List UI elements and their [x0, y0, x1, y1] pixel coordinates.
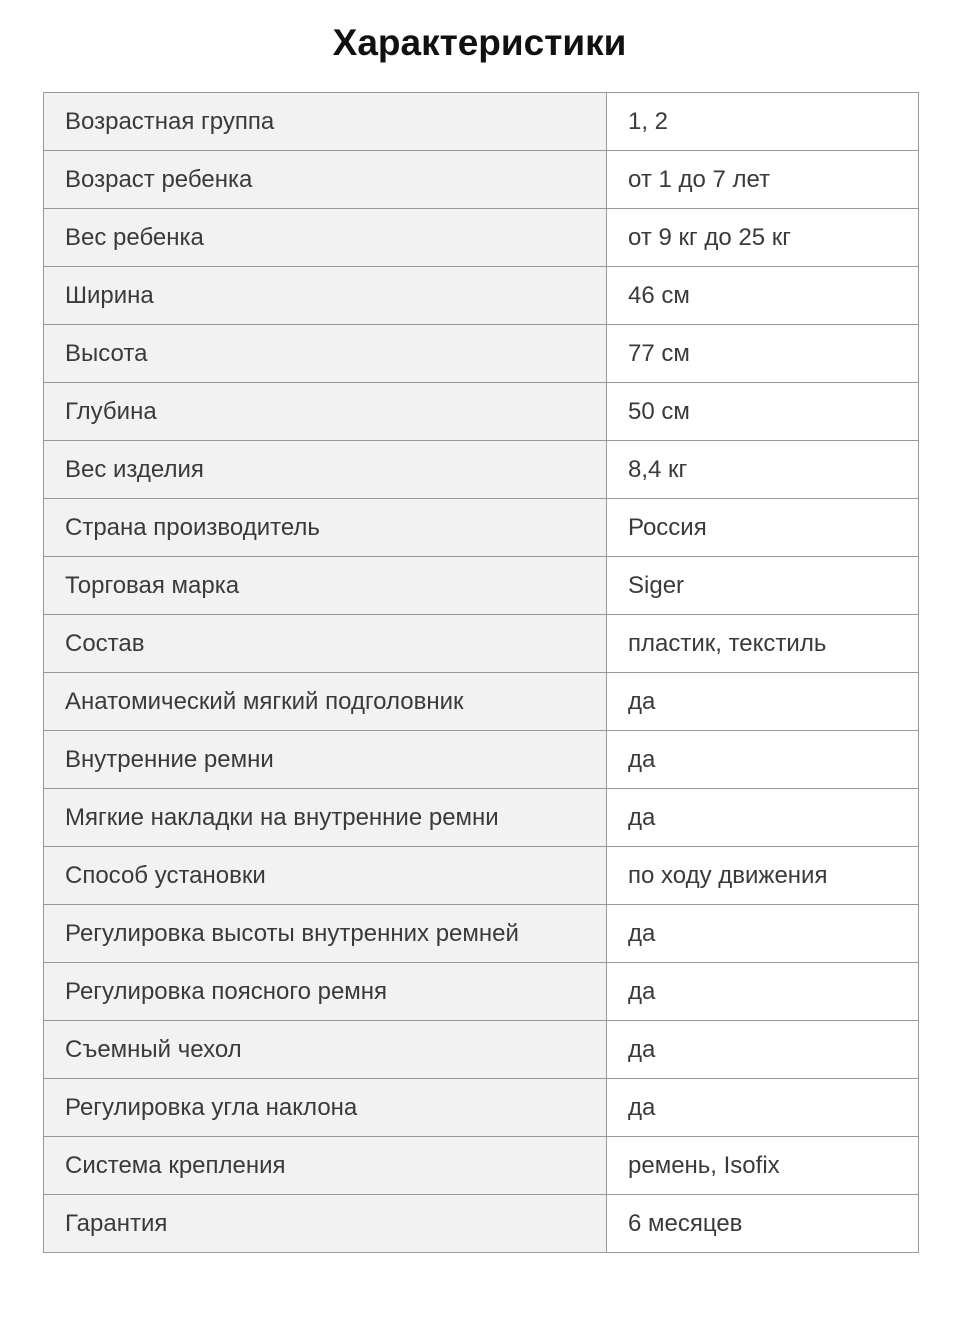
spec-label: Система крепления [44, 1137, 607, 1195]
table-row [44, 151, 919, 209]
spec-label: Регулировка поясного ремня [44, 963, 607, 1021]
spec-label: Анатомический мягкий подголовник [44, 673, 607, 731]
spec-value: 50 см [607, 383, 919, 441]
table-row [44, 557, 919, 615]
spec-label: Съемный чехол [44, 1021, 607, 1079]
table-row [44, 673, 919, 731]
spec-value: да [607, 963, 919, 1021]
spec-label: Возрастная группа [44, 93, 607, 151]
specs-table [43, 92, 919, 1253]
table-row [44, 789, 919, 847]
table-row [44, 847, 919, 905]
table-row [44, 267, 919, 325]
table-row [44, 441, 919, 499]
table-row [44, 963, 919, 1021]
table-row [44, 615, 919, 673]
spec-label: Торговая марка [44, 557, 607, 615]
spec-label: Мягкие накладки на внутренние ремни [44, 789, 607, 847]
table-row [44, 325, 919, 383]
spec-label: Возраст ребенка [44, 151, 607, 209]
spec-value: 46 см [607, 267, 919, 325]
table-row [44, 499, 919, 557]
table-row [44, 1137, 919, 1195]
spec-value: да [607, 905, 919, 963]
spec-value: от 1 до 7 лет [607, 151, 919, 209]
spec-value: да [607, 731, 919, 789]
spec-label: Ширина [44, 267, 607, 325]
spec-value: 77 см [607, 325, 919, 383]
spec-label: Состав [44, 615, 607, 673]
table-row [44, 1021, 919, 1079]
table-row [44, 731, 919, 789]
table-row [44, 383, 919, 441]
spec-value: 8,4 кг [607, 441, 919, 499]
table-row [44, 93, 919, 151]
spec-label: Регулировка высоты внутренних ремней [44, 905, 607, 963]
table-row [44, 1079, 919, 1137]
spec-value: Россия [607, 499, 919, 557]
spec-value: да [607, 673, 919, 731]
spec-label: Гарантия [44, 1195, 607, 1253]
spec-value: да [607, 1021, 919, 1079]
spec-value: да [607, 1079, 919, 1137]
spec-value: да [607, 789, 919, 847]
spec-label: Внутренние ремни [44, 731, 607, 789]
spec-label: Высота [44, 325, 607, 383]
spec-label: Страна производитель [44, 499, 607, 557]
spec-value: по ходу движения [607, 847, 919, 905]
specs-table-body [44, 93, 919, 1253]
spec-label: Вес ребенка [44, 209, 607, 267]
table-row [44, 1195, 919, 1253]
spec-value: 1, 2 [607, 93, 919, 151]
page-title: Характеристики [332, 22, 627, 63]
spec-value: пластик, текстиль [607, 615, 919, 673]
spec-label: Регулировка угла наклона [44, 1079, 607, 1137]
spec-label: Способ установки [44, 847, 607, 905]
spec-value: Siger [607, 557, 919, 615]
spec-label: Вес изделия [44, 441, 607, 499]
spec-value: ремень, Isofix [607, 1137, 919, 1195]
spec-value: от 9 кг до 25 кг [607, 209, 919, 267]
table-row [44, 209, 919, 267]
table-row [44, 905, 919, 963]
spec-label: Глубина [44, 383, 607, 441]
spec-value: 6 месяцев [607, 1195, 919, 1253]
